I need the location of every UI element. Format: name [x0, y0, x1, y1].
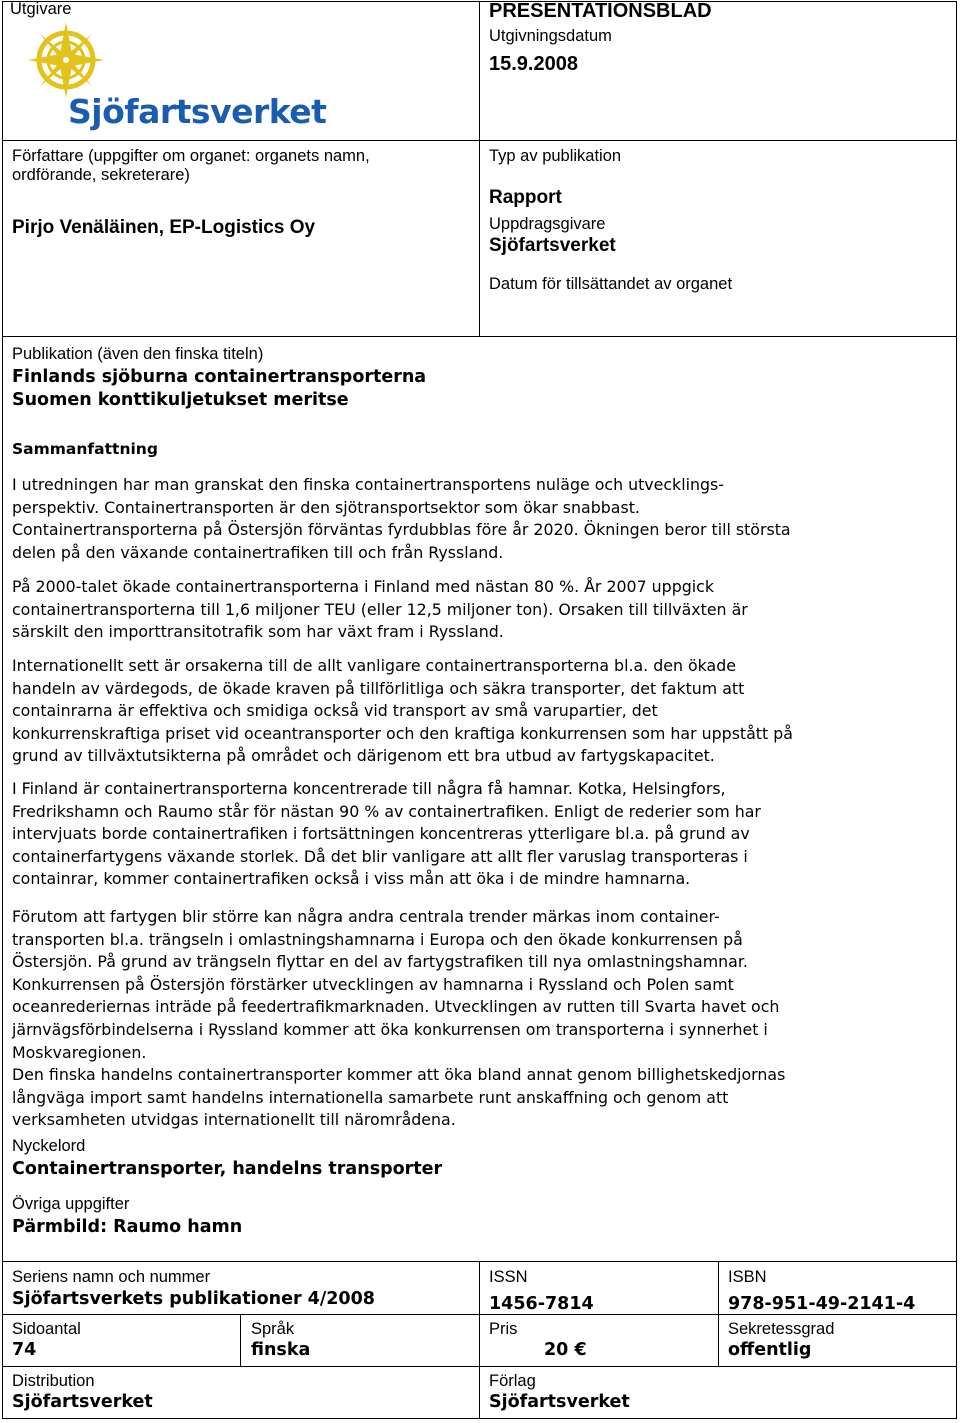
summary-line: containrar, kommer containertrafiken också i viss mån att öka i de mindre hamnarna. — [12, 869, 691, 889]
summary-line: Förutom att fartygen blir större kan några andra centrala trender märkas inom container- — [12, 907, 720, 926]
summary-paragraph — [12, 576, 947, 644]
summary-line: verksamheten utvidgas internationellt till närområdena. — [12, 1110, 456, 1130]
commissioner-label: Uppdragsgivare — [489, 215, 606, 233]
summary-line: Internationellt sett är orsakerna till de allt vanligare containertransporterna bl.a. den ökade — [12, 656, 736, 675]
price-label: Pris — [489, 1320, 518, 1338]
summary-paragraph — [12, 474, 947, 564]
issn-value: 1456-7814 — [489, 1294, 594, 1314]
confidentiality-label: Sekretessgrad — [728, 1320, 835, 1338]
summary-line: Moskvaregionen. — [12, 1042, 147, 1062]
summary-line: konkurrenskraftiga priset vid oceantransporter och den kraftiga konkurrensen som har uppstått på — [12, 723, 793, 743]
summary-line: Konkurrensen på Östersjön förstärker utvecklingen av hamnarna i Ryssland och Polen samt — [12, 974, 734, 994]
summary-line: containrarna är effektiva och smidiga också vid transport av små varupartier, det — [12, 701, 658, 721]
publication-type-label: Typ av publikation — [489, 147, 622, 165]
summary-line: handeln av värdegods, de ökade kraven på tillförlitliga och säkra transporter, det faktum att — [12, 678, 745, 698]
summary-paragraph — [12, 655, 947, 768]
summary-line: transporten bl.a. trängseln i omlastningshamnarna i Europa och den ökade konkurrensen på — [12, 929, 743, 949]
date-label: Utgivningsdatum — [489, 27, 612, 45]
summary-line: särskilt den importtransitotrafik som har växt fram i Ryssland. — [12, 622, 504, 642]
publication-title-fi: Suomen konttikuljetukset meritse — [12, 390, 349, 410]
logo-text: Sjöfartsverket — [68, 92, 327, 131]
summary-line: Containertransporterna på Östersjön förväntas fyrdubblas före år 2020. Ökningen beror till största — [12, 520, 791, 540]
distribution-value: Sjöfartsverket — [12, 1392, 153, 1412]
distribution-label: Distribution — [12, 1372, 95, 1390]
publisher-value: Sjöfartsverket — [489, 1392, 630, 1412]
summary-line: perspektiv. Containertransporten är den sjötransportsektor som ökar snabbast. — [12, 497, 640, 517]
summary-paragraph — [12, 778, 947, 891]
language-label: Språk — [251, 1320, 295, 1338]
divider — [479, 1, 480, 337]
other-info-label: Övriga uppgifter — [12, 1195, 130, 1213]
summary-line: I utredningen har man granskat den finska containertransportens nuläge och utvecklings- — [12, 475, 724, 494]
isbn-label: ISBN — [728, 1268, 767, 1286]
summary-line: oceanrederiernas inträde på feedertrafikmarknaden. Utvecklingen av rutten till Svarta havet och — [12, 997, 780, 1017]
summary-line: långväga import samt handelns internationella samarbete runt anskaffning och genom att — [12, 1087, 729, 1107]
summary-paragraph — [12, 906, 947, 1132]
pages-label: Sidoantal — [12, 1320, 81, 1338]
publication-label: Publikation (även den finska titeln) — [12, 345, 264, 363]
summary-line: intervjuats borde containertrafiken i fortsättningen koncentreras ytterligare bl.a. på grund av — [12, 824, 750, 844]
confidentiality-value: offentlig — [728, 1340, 812, 1360]
summary-line: I Finland är containertransporterna koncentrerade till några få hamnar. Kotka, Helsingfors, — [12, 779, 726, 798]
series-value: Sjöfartsverkets publikationer 4/2008 — [12, 1289, 375, 1309]
divider — [479, 1261, 480, 1419]
summary-line: containerfartygens växande storlek. Då det blir vanligare att allt fler varuslag transporteras i — [12, 846, 748, 866]
summary-line: delen på den växande containertrafiken till och från Ryssland. — [12, 542, 504, 562]
doc-type-title: PRESENTATIONSBLAD — [489, 0, 712, 22]
date-value: 15.9.2008 — [489, 53, 578, 75]
keywords-label: Nyckelord — [12, 1137, 86, 1155]
price-value: 20 € — [544, 1340, 587, 1360]
summary-line: Den finska handelns containertransporter kommer att öka bland annat genom billighetskedjornas — [12, 1065, 786, 1085]
authors-label: Författare (uppgifter om organet: organets namn, — [12, 147, 370, 165]
summary-heading: Sammanfattning — [12, 440, 158, 458]
authors-label: ordförande, sekreterare) — [12, 166, 190, 184]
authors-value: Pirjo Venäläinen, EP-Logistics Oy — [12, 217, 316, 238]
summary-line: grund av tillväxtutsikterna på området och därigenom ett bra utbud av fartygskapacitet. — [12, 746, 715, 766]
keywords-value: Containertransporter, handelns transporter — [12, 1159, 443, 1179]
sjofartsverket-logo — [14, 20, 327, 136]
summary-line: Östersjön. På grund av trängseln flyttar en del av fartygstrafiken till nya omlastningshamnar. — [12, 952, 748, 972]
divider — [718, 1261, 719, 1367]
publisher-label: Förlag — [489, 1372, 536, 1390]
commissioner-value: Sjöfartsverket — [489, 235, 616, 256]
publication-title-sv: Finlands sjöburna containertransporterna — [12, 367, 427, 387]
compass-rose-icon — [14, 20, 134, 102]
isbn-value: 978-951-49-2141-4 — [728, 1294, 916, 1314]
summary-line: Fredrikshamn och Raumo står för nästan 90 % av containertrafiken. Enligt de rederier som har — [12, 801, 761, 821]
issn-label: ISSN — [489, 1268, 528, 1286]
series-label: Seriens namn och nummer — [12, 1268, 211, 1286]
appointed-date-label: Datum för tillsättandet av organet — [489, 275, 733, 293]
summary-line: På 2000-talet ökade containertransporterna i Finland med nästan 80 %. År 2007 uppgick — [12, 577, 714, 596]
pages-value: 74 — [12, 1340, 37, 1360]
publisher-label: Utgivare — [10, 0, 72, 18]
summary-line: järnvägsförbindelserna i Ryssland kommer att öka konkurrensen om transporterna i synnerhet i — [12, 1019, 768, 1039]
summary-line: containertransporterna till 1,6 miljoner TEU (eller 12,5 miljoner ton). Orsaken till tillväxten är — [12, 599, 748, 619]
publication-type-value: Rapport — [489, 187, 562, 208]
language-value: finska — [251, 1340, 311, 1360]
divider — [240, 1314, 241, 1367]
other-info-value: Pärmbild: Raumo hamn — [12, 1217, 243, 1237]
